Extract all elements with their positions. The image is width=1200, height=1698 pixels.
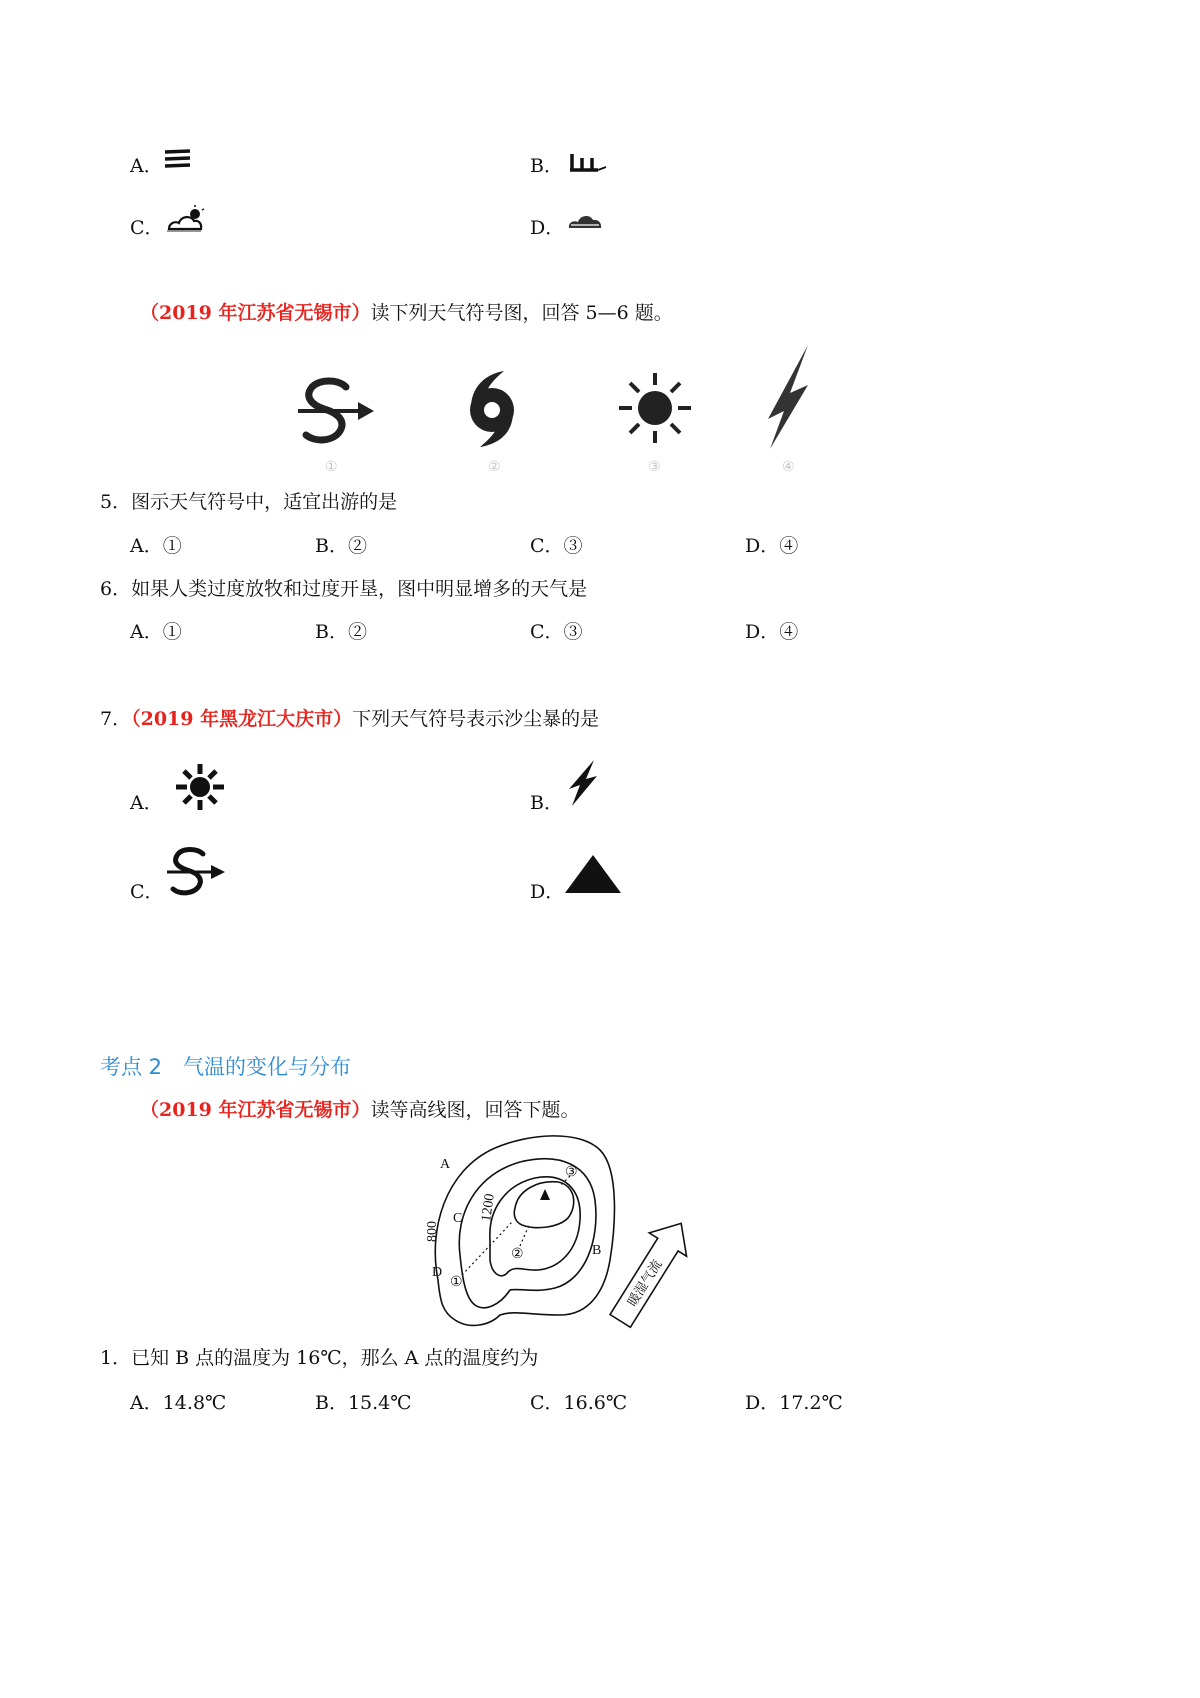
q5-option-a: A．① bbox=[130, 535, 182, 557]
q6-option-a: A．① bbox=[130, 621, 182, 643]
question-1 bbox=[100, 1346, 538, 1370]
question-6 bbox=[100, 577, 587, 601]
question-7 bbox=[100, 707, 599, 731]
typhoon-icon bbox=[462, 368, 522, 448]
source-tag: （2019 年江苏省无锡市） bbox=[140, 1099, 371, 1121]
q4-option-c-label: C． bbox=[130, 217, 164, 239]
question-number: 7． bbox=[100, 708, 132, 730]
label-a: A bbox=[440, 1157, 451, 1172]
sunny-icon bbox=[612, 368, 698, 448]
label-b: B bbox=[592, 1243, 602, 1258]
label-c: C bbox=[453, 1211, 463, 1226]
q6-option-c: C．③ bbox=[530, 621, 583, 643]
instruction-text: 读等高线图，回答下题。 bbox=[370, 1099, 580, 1121]
question-text: 如果人类过度放牧和过度开垦，图中明显增多的天气是 bbox=[131, 578, 588, 600]
point-3: ③ bbox=[565, 1165, 578, 1180]
question-text: 下列天气符号表示沙尘暴的是 bbox=[352, 708, 600, 730]
q6-option-d: D．④ bbox=[745, 621, 799, 643]
question-number: 1． bbox=[100, 1347, 132, 1369]
source-tag: （2019 年黑龙江大庆市） bbox=[131, 708, 353, 730]
sandstorm-icon bbox=[296, 375, 376, 447]
warm-airflow-arrow bbox=[602, 1212, 700, 1333]
question-5 bbox=[100, 490, 397, 514]
q7-option-a-label: A． bbox=[130, 792, 163, 814]
q4-option-b-label: B． bbox=[530, 155, 563, 177]
q7-option-b-label: B． bbox=[530, 792, 563, 814]
q1-option-c: C．16.6℃ bbox=[530, 1392, 628, 1414]
fog-icon bbox=[163, 148, 193, 170]
airflow-label: 暖湿气流 bbox=[624, 1256, 665, 1310]
question-text: 图示天气符号中，适宜出游的是 bbox=[131, 491, 398, 513]
section-heading: 考点 2 气温的变化与分布 bbox=[100, 1055, 352, 1079]
label-d: D bbox=[432, 1265, 443, 1280]
q7-option-d-label: D． bbox=[530, 881, 565, 903]
symbol-label-1: ① bbox=[325, 459, 338, 475]
group-5-6-intro bbox=[140, 301, 673, 325]
contour-line-800 bbox=[435, 1136, 614, 1326]
lightning-icon bbox=[760, 343, 815, 451]
sunny-icon bbox=[172, 762, 228, 812]
question-number: 6． bbox=[100, 578, 132, 600]
sandstorm-icon bbox=[165, 845, 227, 897]
q6-option-b: B．② bbox=[315, 621, 367, 643]
q7-option-c-label: C． bbox=[130, 881, 164, 903]
q4-option-a-label: A． bbox=[130, 155, 163, 177]
q1-option-b: B．15.4℃ bbox=[315, 1392, 412, 1414]
q5-option-b: B．② bbox=[315, 535, 367, 557]
q5-option-c: C．③ bbox=[530, 535, 583, 557]
contour-line-1200 bbox=[490, 1177, 580, 1276]
contour-line-c bbox=[459, 1159, 596, 1308]
q1-option-d: D．17.2℃ bbox=[745, 1392, 843, 1414]
label-800: 800 bbox=[425, 1221, 440, 1242]
cloud-sun-icon bbox=[165, 204, 205, 234]
q5-option-d: D．④ bbox=[745, 535, 799, 557]
q1-option-a: A．14.8℃ bbox=[130, 1392, 227, 1414]
peak-marker bbox=[540, 1189, 550, 1200]
question-number: 5． bbox=[100, 491, 132, 513]
symbol-label-4: ④ bbox=[782, 459, 795, 475]
cloud-icon bbox=[565, 208, 605, 232]
question-text: 已知 B 点的温度为 16℃，那么 A 点的温度约为 bbox=[131, 1347, 539, 1369]
contour-map bbox=[420, 1130, 710, 1340]
symbol-label-2: ② bbox=[488, 459, 501, 475]
label-1200: 1200 bbox=[479, 1192, 498, 1223]
contour-line-summit bbox=[514, 1182, 573, 1228]
contour-group-intro bbox=[140, 1098, 580, 1122]
hail-icon bbox=[568, 150, 608, 174]
point-2: ② bbox=[511, 1247, 524, 1262]
instruction-text: 读下列天气符号图，回答 5—6 题。 bbox=[370, 302, 673, 324]
q4-option-d-label: D． bbox=[530, 217, 565, 239]
lightning-icon bbox=[563, 758, 603, 808]
source-tag: （2019 年江苏省无锡市） bbox=[140, 302, 371, 324]
point-1: ① bbox=[450, 1275, 463, 1290]
symbol-label-3: ③ bbox=[648, 459, 661, 475]
triangle-icon bbox=[563, 853, 623, 895]
dotted-path-1 bbox=[462, 1222, 512, 1275]
